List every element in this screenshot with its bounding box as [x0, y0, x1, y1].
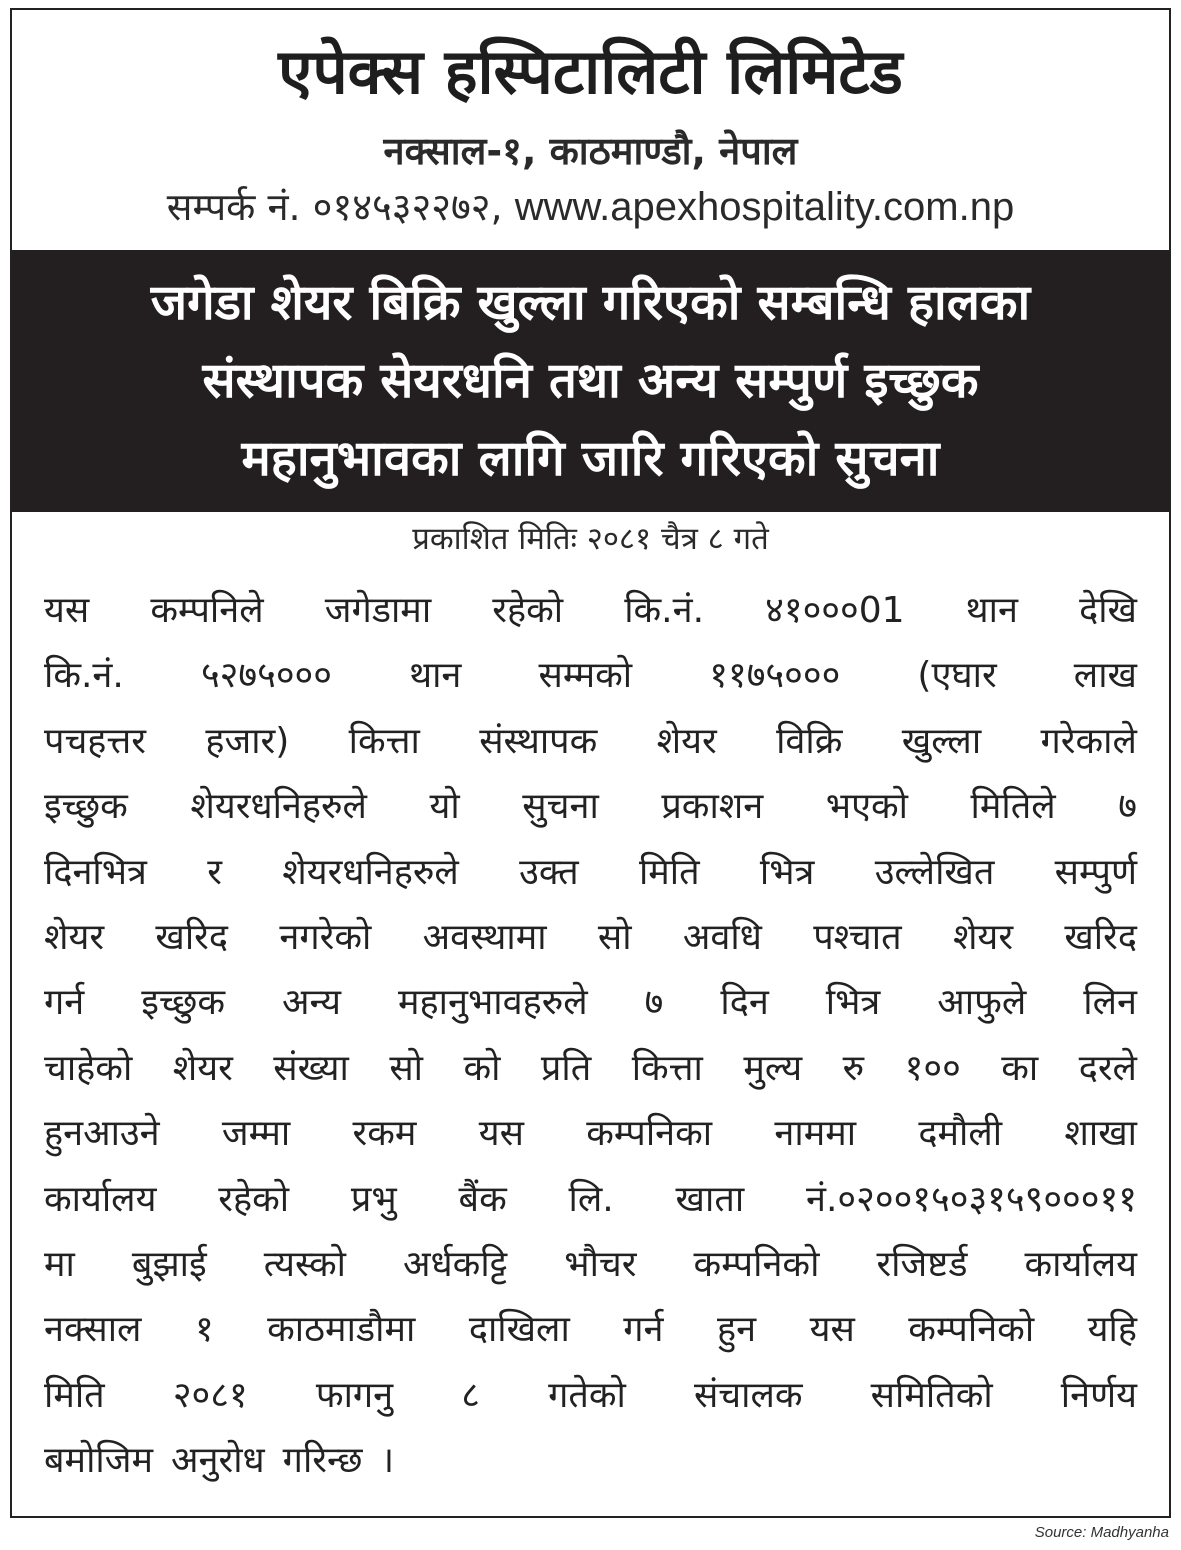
- body-word: ४१०००01: [765, 590, 905, 631]
- company-website: www.apexhospitality.com.np: [514, 185, 1015, 229]
- body-word: काठमाडौमा: [267, 1309, 416, 1351]
- headline-line: संस्थापक सेयरधनि तथा अन्य सम्पुर्ण इच्छुक: [202, 352, 979, 409]
- body-word: शेयर: [656, 720, 717, 762]
- body-word: बुझाई: [131, 1243, 207, 1285]
- body-word: बैंक: [458, 1178, 507, 1220]
- body-word: सम्मको: [538, 655, 633, 697]
- body-word: संचालक: [693, 1374, 803, 1416]
- body-word: निर्णय: [1060, 1374, 1137, 1416]
- company-address: नक्साल-१, काठमाण्डौ, नेपाल: [383, 129, 798, 173]
- body-line: [44, 774, 1137, 839]
- body-word: कार्यालय: [1024, 1243, 1137, 1285]
- body-word: प्रभु: [350, 1178, 397, 1220]
- body-word: हुनआउने: [44, 1113, 160, 1155]
- body-word: हजार): [205, 720, 290, 762]
- body-word: शेयर: [172, 1047, 233, 1089]
- body-word: शेयरधनिहरुले: [190, 786, 367, 828]
- body-line: [44, 905, 1137, 970]
- body-line: [44, 1101, 1137, 1166]
- body-word: शाखा: [1064, 1113, 1137, 1155]
- body-word: ७: [644, 982, 664, 1024]
- body-word: खरिद: [1064, 916, 1137, 958]
- body-word: १००: [904, 1047, 961, 1089]
- body-line: [44, 1167, 1137, 1232]
- body-word: को: [463, 1047, 501, 1089]
- body-word: यस: [809, 1309, 855, 1351]
- body-word: फागनु: [315, 1374, 394, 1416]
- body-word: अनुरोध: [170, 1440, 265, 1482]
- body-line: [44, 709, 1137, 774]
- body-line: [44, 1232, 1137, 1297]
- body-word: १: [194, 1309, 214, 1351]
- body-word: कित्ता: [631, 1047, 703, 1089]
- body-word: शेयरधनिहरुले: [282, 851, 459, 893]
- body-word: यो: [429, 786, 460, 828]
- body-word: संख्या: [273, 1047, 349, 1089]
- body-word: दिनभित्र: [44, 851, 147, 893]
- body-word: शेयर: [952, 916, 1014, 958]
- body-word: रजिष्टर्ड: [876, 1243, 968, 1285]
- body-word: शेयर: [44, 916, 105, 958]
- body-word: कम्पनिको: [693, 1243, 820, 1285]
- body-word: यस: [44, 590, 90, 631]
- body-word: भित्र: [759, 851, 815, 893]
- notice-headline: [12, 250, 1169, 512]
- body-word: उक्त: [519, 851, 579, 893]
- body-word: देखि: [1079, 590, 1137, 631]
- body-word: मिति: [44, 1374, 105, 1416]
- body-word: नं.०२००१५०३१५९०००११: [805, 1178, 1137, 1220]
- source-credit: Source: Madhyanha: [1034, 1524, 1169, 1541]
- body-word: दाखिला: [468, 1309, 570, 1351]
- body-word: रकम: [352, 1113, 417, 1155]
- body-word: लिन: [1083, 982, 1137, 1024]
- body-word: ।: [380, 1440, 395, 1482]
- body-word: (एघार: [917, 655, 997, 697]
- body-word: कि.नं.: [624, 590, 705, 631]
- body-line: [44, 1363, 1137, 1428]
- body-word: लाख: [1073, 655, 1137, 697]
- body-word: कम्पनिका: [586, 1113, 713, 1155]
- body-word: रहेको: [492, 590, 564, 631]
- body-word: कार्यालय: [44, 1178, 157, 1220]
- body-word: कित्ता: [348, 720, 420, 762]
- body-word: सुचना: [522, 786, 599, 828]
- body-word: गर्न: [44, 982, 85, 1024]
- notice-frame: [10, 8, 1171, 1518]
- body-word: सो: [597, 916, 632, 958]
- company-name: एपेक्स हस्पिटालिटी लिमिटेड: [278, 35, 903, 108]
- contact-number: सम्पर्क नं. ०१४५३२२७२,: [166, 185, 503, 229]
- body-word: प्रकाशन: [661, 786, 764, 828]
- body-word: खरिद: [155, 916, 229, 958]
- body-word: सो: [389, 1047, 424, 1089]
- body-word: कम्पनिले: [150, 590, 264, 631]
- body-word: भौचर: [564, 1243, 637, 1285]
- body-word: भएको: [825, 786, 908, 828]
- published-date: प्रकाशित मितिः २०८१ चैत्र ८ गते: [412, 521, 769, 557]
- body-word: ८: [461, 1374, 480, 1416]
- body-word: सम्पुर्ण: [1054, 851, 1137, 893]
- body-word: यस: [478, 1113, 524, 1155]
- body-word: समितिको: [870, 1374, 993, 1416]
- body-word: बमोजिम: [44, 1440, 153, 1482]
- company-contact: [12, 182, 1169, 232]
- body-word: इच्छुक: [44, 786, 128, 828]
- body-word: मिति: [638, 851, 700, 893]
- body-word: का: [1001, 1047, 1039, 1089]
- body-word: दिन: [720, 982, 769, 1024]
- body-line: [44, 1297, 1137, 1362]
- headline-line: महानुभावका लागि जारि गरिएको सुचना: [241, 430, 940, 487]
- body-word: यहि: [1087, 1309, 1137, 1351]
- body-word: थान: [409, 655, 462, 697]
- body-word: दमौली: [918, 1113, 1003, 1155]
- notice-body: [44, 578, 1137, 1493]
- body-word: ७: [1118, 786, 1137, 828]
- body-word: र: [207, 851, 222, 893]
- body-word: इच्छुक: [141, 982, 226, 1024]
- body-word: चाहेको: [44, 1047, 133, 1089]
- body-line: [44, 840, 1137, 905]
- body-word: रहेको: [218, 1178, 290, 1220]
- body-word: लि.: [568, 1178, 614, 1220]
- body-word: उल्लेखित: [874, 851, 995, 893]
- headline-line: जगेडा शेयर बिक्रि खुल्ला गरिएको सम्बन्धि हालका: [150, 274, 1031, 331]
- body-word: हुन: [717, 1309, 757, 1351]
- body-word: ५२७५०००: [200, 655, 332, 697]
- body-word: अवस्थामा: [422, 916, 547, 958]
- body-word: गरिन्छ: [282, 1440, 363, 1482]
- body-word: मा: [44, 1243, 75, 1285]
- body-word: जगेडामा: [324, 590, 432, 631]
- body-word: प्रति: [540, 1047, 592, 1089]
- body-line: [44, 1428, 1137, 1493]
- body-word: अर्धकट्टि: [403, 1243, 508, 1285]
- body-line: [44, 578, 1137, 643]
- body-word: कम्पनिको: [908, 1309, 1035, 1351]
- body-word: दरले: [1078, 1047, 1137, 1089]
- body-word: मुल्य: [743, 1047, 803, 1089]
- body-word: नाममा: [774, 1113, 857, 1155]
- body-word: ११७५०००: [709, 655, 841, 697]
- body-word: गतेको: [548, 1374, 626, 1416]
- body-word: भित्र: [825, 982, 881, 1024]
- body-word: गरेकाले: [1040, 720, 1137, 762]
- body-word: मितिले: [970, 786, 1056, 828]
- body-word: अन्य: [282, 982, 342, 1024]
- body-word: कि.नं.: [44, 655, 124, 697]
- body-line: [44, 970, 1137, 1035]
- body-word: नक्साल: [44, 1309, 142, 1351]
- body-word: खुल्ला: [901, 720, 982, 762]
- body-word: त्यस्को: [263, 1243, 346, 1285]
- body-line: [44, 1036, 1137, 1101]
- body-word: रु: [842, 1047, 865, 1089]
- body-word: अवधि: [682, 916, 762, 958]
- body-word: आफुले: [937, 982, 1027, 1024]
- body-word: खाता: [675, 1178, 745, 1220]
- body-word: गर्न: [623, 1309, 664, 1351]
- body-word: संस्थापक: [479, 720, 598, 762]
- body-word: विक्रि: [776, 720, 843, 762]
- body-word: पश्चात: [813, 916, 902, 958]
- body-word: महानुभावहरुले: [398, 982, 588, 1024]
- body-line: [44, 643, 1137, 708]
- body-word: नगरेको: [279, 916, 372, 958]
- body-word: जम्मा: [221, 1113, 291, 1155]
- body-word: पचहत्तर: [44, 720, 147, 762]
- body-word: थान: [965, 590, 1018, 631]
- body-word: २०८१: [172, 1374, 248, 1416]
